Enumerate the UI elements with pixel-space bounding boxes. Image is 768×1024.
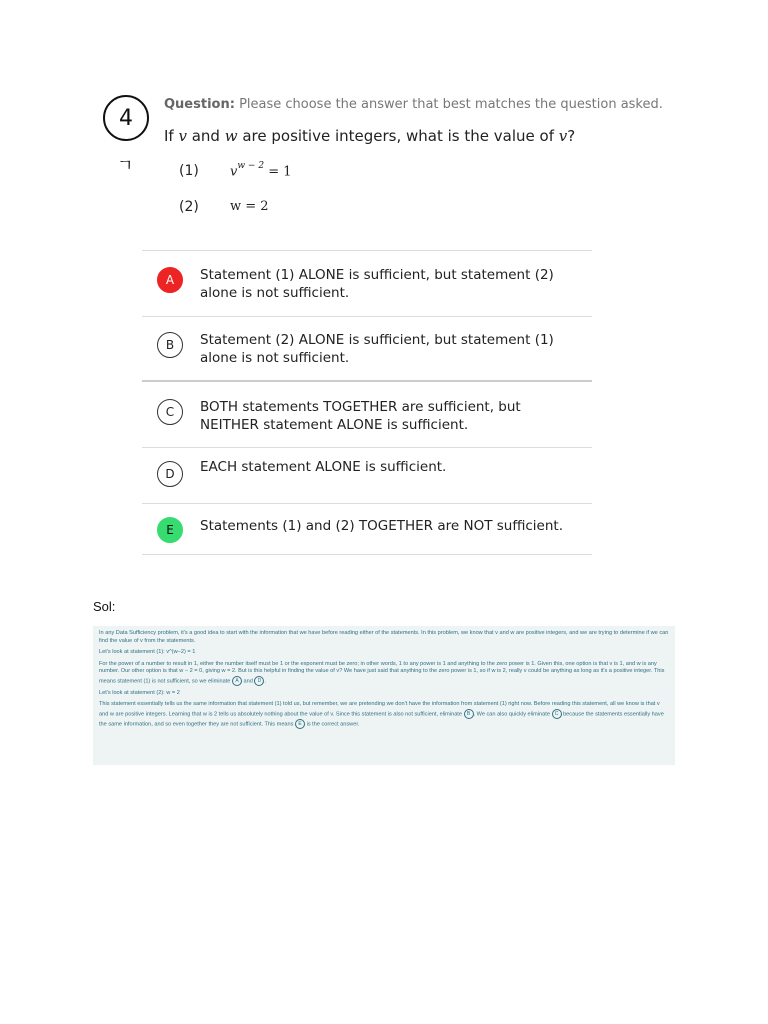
choice-a-circle: A [232, 676, 242, 686]
solution-text: is the correct answer. [306, 720, 360, 727]
statement-base: v [230, 164, 238, 180]
stem-variable: v [558, 127, 568, 145]
stem-variable: v [178, 127, 187, 145]
solution-paragraph [99, 701, 669, 729]
question-prompt [164, 97, 663, 112]
solution-text: For the power of a number to result in 1, either the number itself must be 1 or the exponent must be zero; in other words, 1 to any power is 1 and anything to the zero power is 1. Given this, one option is that v is 1, and w is any number. Our other option is that w − 2 = 0, giving w = 2. But is this helpful in finding the value of v? We have just said that anything to the zero power is 1, so if w is 2, really v could be anything as long as it's a positive integer. This means statement (1) is not sufficient, so we eliminate [99, 660, 665, 684]
option-e-badge[interactable]: E [157, 517, 183, 543]
option-c[interactable] [142, 380, 592, 447]
stem-text: If [164, 127, 179, 145]
stem-text: ? [567, 127, 576, 145]
choice-b-circle: B [464, 709, 474, 719]
solution-text: This statement essentially tells us the same information that statement (1) told us, but remember, we are pretending we don't have the information from statement (1) right now. Before reading this statement, all we know is that v and w are positive integers. Learning that w is 2 tells us absolutely nothing about the value of v. Since this statement is also not sufficient, eliminate [99, 701, 660, 717]
statement-expression [230, 163, 292, 179]
option-a[interactable] [142, 250, 592, 316]
statement-label: (2) [179, 199, 199, 215]
solution-text: . We can also quickly eliminate [473, 710, 550, 717]
solution-text: and [243, 677, 253, 684]
solution-paragraph [99, 661, 669, 686]
statement-rhs: = 1 [268, 164, 292, 180]
solution-box [93, 626, 675, 765]
option-d-text: EACH statement ALONE is sufficient. [200, 459, 447, 475]
option-b-text: Statement (2) ALONE is sufficient, but statement (1) alone is not sufficient. [200, 332, 554, 366]
statement-1 [179, 161, 292, 180]
solution-label: Sol: [93, 599, 116, 614]
solution-text: . [264, 677, 267, 684]
statement-label: (1) [179, 163, 199, 179]
option-d[interactable] [142, 447, 592, 503]
answer-options [142, 250, 592, 555]
option-d-badge[interactable]: D [157, 461, 183, 487]
option-c-badge[interactable]: C [157, 399, 183, 425]
stem-text: and [186, 127, 225, 145]
option-e-text: Statements (1) and (2) TOGETHER are NOT sufficient. [200, 518, 563, 534]
question-stem [164, 127, 575, 145]
question-number: 4 [119, 105, 133, 131]
solution-text: because the statements essentially have the same information, and so even together they are not sufficient. This means [99, 710, 664, 727]
choice-e-circle: E [295, 719, 305, 729]
stem-variable: w [224, 127, 238, 145]
question-prompt-text: Please choose the answer that best matches the question asked. [239, 97, 663, 112]
option-e[interactable] [142, 503, 592, 555]
question-number-circle [103, 95, 149, 141]
statement-expression: w = 2 [230, 199, 269, 214]
choice-c-circle: C [552, 709, 562, 719]
choice-d-circle: D [254, 676, 264, 686]
option-c-text: BOTH statements TOGETHER are sufficient, but NEITHER statement ALONE is sufficient. [200, 399, 521, 433]
statement-2 [179, 199, 269, 215]
stem-text: are positive integers, what is the value of [237, 127, 559, 145]
statement-exponent: w − 2 [237, 161, 265, 171]
solution-paragraph: In any Data Sufficiency problem, it's a good idea to start with the information that we have before reading either of the statements. In this problem, we know that v and w are positive integers, and we are trying to determine if we can find the value of v from the statements. [99, 630, 669, 644]
solution-paragraph: Let's look at statement (2): w = 2 [99, 689, 180, 696]
option-a-badge[interactable]: A [157, 267, 183, 293]
solution-paragraph: Let's look at statement (1): v^(w−2) = 1 [99, 649, 196, 655]
option-b-badge[interactable]: B [157, 332, 183, 358]
option-a-text: Statement (1) ALONE is sufficient, but statement (2) alone is not sufficient. [200, 267, 554, 301]
question-prompt-label: Question: [164, 97, 235, 112]
handwritten-mark: ㄱ [117, 156, 134, 176]
option-b[interactable] [142, 316, 592, 380]
